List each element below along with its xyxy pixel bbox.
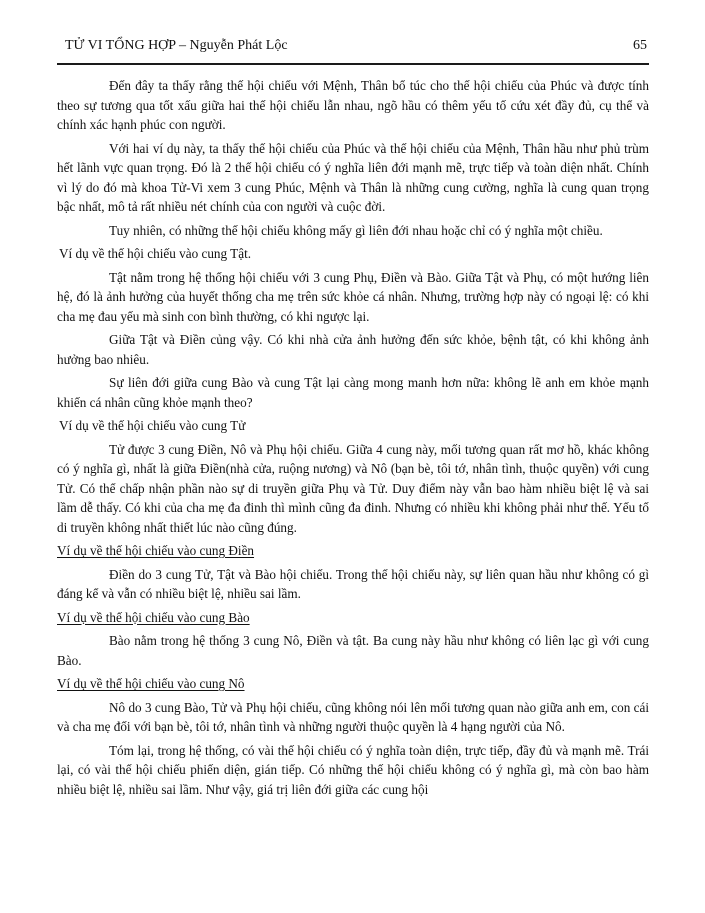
header-rule — [57, 63, 649, 65]
paragraph: Với hai ví dụ này, ta thấy thế hội chiếu của Phúc và thế hội chiếu của Mệnh, Thân hầu như phủ trùm hết lãnh vực quan trọng. Đó là 2 thế hội chiếu có ý nghĩa liên đới mạnh mẽ, trực tiếp và toàn diện nhất. Chính vì lý do đó mà khoa Tử-Vi xem 3 cung Phúc, Mệnh và Thân là những cung cường, nghĩa là cung quan trọng bậc nhất, mô tả rất nhiều nét chính của con người và cuộc đời. — [57, 140, 649, 214]
paragraph: Ví dụ về thế hội chiếu vào cung Tử — [59, 418, 246, 433]
paragraph: Tóm lại, trong hệ thống, có vài thế hội chiếu có ý nghĩa toàn diện, trực tiếp, đầy đủ và mạnh mẽ. Trái lại, có vài thế hội chiếu phiến diện, gián tiếp. Có những thế hội chiếu không có ý nghĩa gì, mà còn bao hàm nhiều biệt lệ, nhiều sai lầm. Như vậy, giá trị liên đới giữa các cung hội — [57, 742, 649, 797]
section-heading: Ví dụ về thế hội chiếu vào cung Bào — [57, 609, 250, 625]
paragraph: Đến đây ta thấy rằng thế hội chiếu với Mệnh, Thân bổ túc cho thế hội chiếu của Phúc và được tính theo sự tương qua tốt xấu giữa hai thế hội chiếu lẫn nhau, ngõ hầu có thêm yếu tố cứu xét đầy đủ, cụ thể và chính xác hạnh phúc con người. — [57, 78, 649, 132]
page-header — [57, 38, 649, 54]
document-body — [57, 76, 649, 799]
paragraph: Sự liên đới giữa cung Bào và cung Tật lại càng mong manh hơn nữa: không lẽ anh em khỏe mạnh khiến cá nhân cũng khỏe mạnh theo? — [57, 375, 649, 410]
book-title: TỬ VI TỔNG HỢP – Nguyễn Phát Lộc — [65, 38, 288, 53]
paragraph: Ví dụ về thế hội chiếu vào cung Tật. — [59, 246, 252, 261]
paragraph: Điền do 3 cung Tử, Tật và Bào hội chiếu. Trong thế hội chiếu này, sự liên quan hầu như không có gì đáng kể và vẫn có nhiều biệt lệ, nhiều sai lầm. — [57, 566, 649, 601]
paragraph: Giữa Tật và Điền củng vậy. Có khi nhà cửa ảnh hưởng đến sức khỏe, bệnh tật, có khi không ảnh hưởng bao nhiêu. — [57, 332, 649, 367]
section-heading: Ví dụ về thế hội chiếu vào cung Nô — [57, 676, 245, 691]
section-heading: Ví dụ về thế hội chiếu vào cung Điền — [57, 543, 255, 558]
paragraph: Nô do 3 cung Bào, Tử và Phụ hội chiếu, cũng không nói lên mối tương quan nào giữa anh em, con cái và cha mẹ đối với bạn bè, tôi tớ, nhân tình và những người thuộc quyền là 4 hạng người của Nô. — [57, 699, 649, 734]
paragraph: Bào nằm trong hệ thống 3 cung Nô, Điền và tật. Ba cung này hầu như không có liên lạc gì với cung Bào. — [57, 633, 649, 668]
paragraph: Tuy nhiên, có những thế hội chiếu không mấy gì liên đới nhau hoặc chỉ có ý nghĩa một chiều. — [109, 222, 603, 238]
page-number: 65 — [633, 38, 647, 53]
paragraph: Tật nằm trong hệ thống hội chiếu với 3 cung Phụ, Điền và Bào. Giữa Tật và Phụ, có một hướng liên hệ, đó là ảnh hưởng của huyết thống cha mẹ trên sức khỏe cá nhân. Nhưng, trường hợp này có ngoại lệ: có khi cha mẹ đau yếu mà sinh con bình thường, có khi ngược lại. — [57, 269, 649, 324]
paragraph: Tử được 3 cung Điền, Nô và Phụ hội chiếu. Giữa 4 cung này, mối tương quan rất mơ hồ, khác không có ý nghĩa gì, nhất là giữa Điền(nhà cửa, ruộng nương) và Nô (bạn bè, tôi tớ, nhân tình, thuộc quyền) với cung Tử. Có thể chấp nhận phần nào sự di truyền giữa Phụ và Tử. Duy điểm này vẫn bao hàm nhiều biệt lệ và sai lầm dễ thấy. Có khi của cha mẹ đa đinh thì mình cũng đa đinh. Nhưng có nhiều khi không phải như thế. Yếu tố di truyền không nhất thiết lúc nào cũng đúng. — [57, 441, 649, 535]
